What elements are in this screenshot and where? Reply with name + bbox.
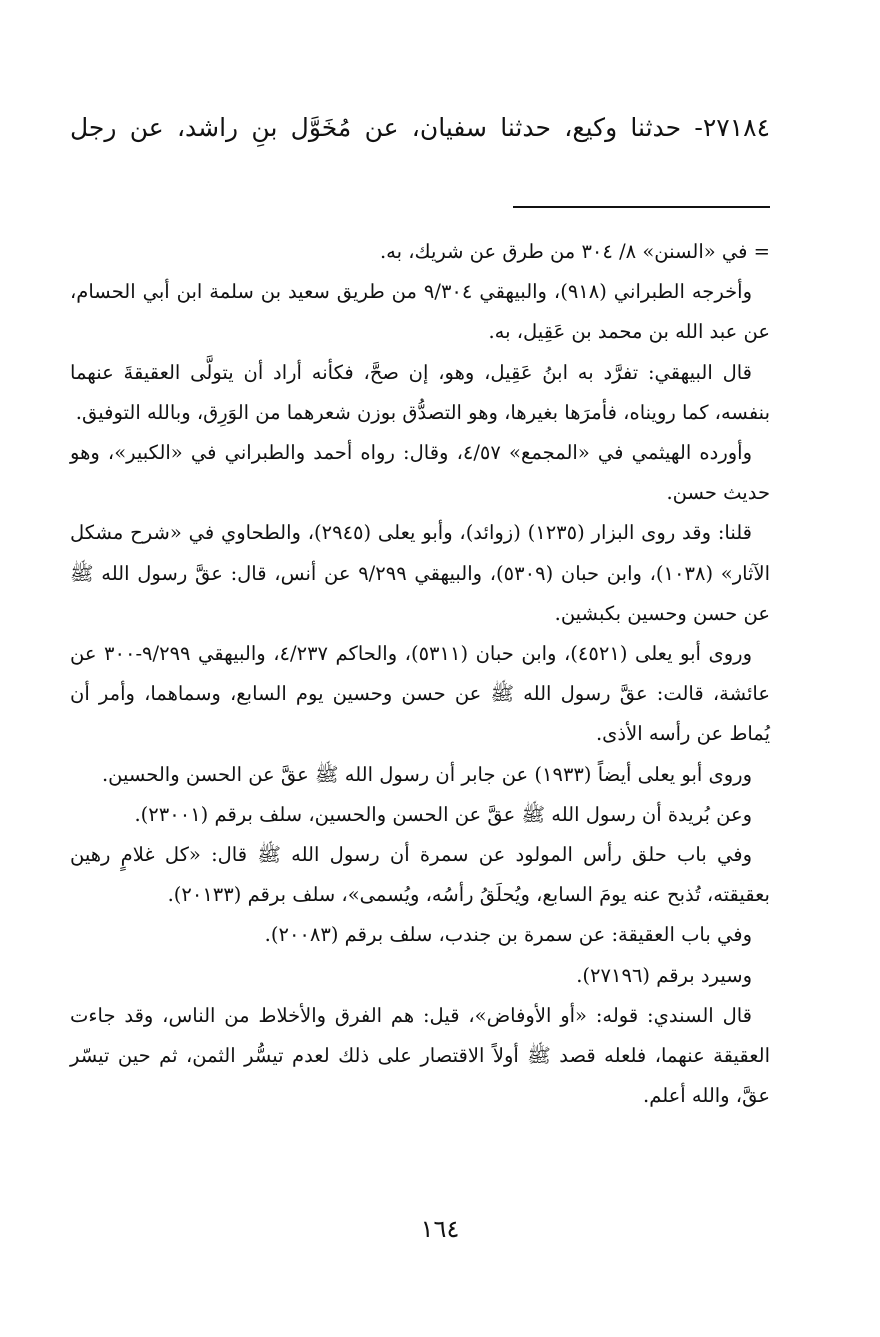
footnotes-section	[70, 232, 770, 1116]
footnote-paragraph: قلنا: وقد روى البزار (١٢٣٥) (زوائد)، وأبو يعلى (٢٩٤٥)، والطحاوي في «شرح مشكل الآثار» (١٠٣٨)، وابن حبان (٥٣٠٩)، والبيهقي ٩/٢٩٩ عن أنس، قال: عقَّ رسول الله ﷺ عن حسن وحسين بكبشين.	[70, 521, 771, 625]
footnote-paragraph: وفي باب العقيقة: عن سمرة بن جندب، سلف برقم (٢٠٠٨٣).	[264, 923, 752, 947]
footnote-paragraph: قال السندي: قوله: «أو الأوفاض»، قيل: هم الفرق والأخلاط من الناس، وقد جاءت العقيقة عنهما، فلعله قصد ﷺ أولاً الاقتصار على ذلك لعدم تيسُّر الثمن، ثم حين تيسّر عقَّ، والله أعلم.	[70, 1003, 770, 1108]
footnote-paragraph: = في «السنن» ٨/ ٣٠٤ من طرق عن شريك، به.	[379, 240, 770, 263]
footnote-paragraph: وروى أبو يعلى (٤٥٢١)، وابن حبان (٥٣١١)، والحاكم ٤/٢٣٧، والبيهقي ٩/٢٩٩-٣٠٠ عن عائشة، قالت: عقَّ رسول الله ﷺ عن حسن وحسين يوم السابع، وسماهما، وأمر أن يُماط عن رأسه الأذى.	[70, 642, 770, 746]
footnote-paragraph: وعن بُريدة أن رسول الله ﷺ عقَّ عن الحسن والحسين، سلف برقم (٢٣٠٠١).	[134, 802, 752, 826]
footnote-paragraph: وروى أبو يعلى أيضاً (١٩٣٣) عن جابر أن رسول الله ﷺ عقَّ عن الحسن والحسين.	[101, 762, 752, 786]
footnote-paragraph: وسيرد برقم (٢٧١٩٦).	[576, 963, 752, 987]
page-number: ١٦٤	[420, 1215, 460, 1243]
footnote-separator	[513, 206, 770, 208]
footnote-paragraph: وأخرجه الطبراني (٩١٨)، والبيهقي ٩/٣٠٤ من طريق سعيد بن سلمة ابن أبي الحسام، عن عبد الله بن محمد بن عَقِيل، به.	[70, 280, 770, 344]
main-hadith-text: ٢٧١٨٤- حدثنا وكيع، حدثنا سفيان، عن مُخَوَّل بنِ راشد، عن رجل	[70, 113, 770, 142]
footnote-paragraph: وفي باب حلق رأس المولود عن سمرة أن رسول الله ﷺ قال: «كل غلامٍ رهين بعقيقته، تُذبح عنه يومَ السابع، ويُحلَقُ رأسُه، ويُسمى»، سلف برقم (٢٠١٣٣).	[70, 843, 770, 907]
footnote-paragraph: وأورده الهيثمي في «المجمع» ٤/٥٧، وقال: رواه أحمد والطبراني في «الكبير»، وهو حديث حسن.	[70, 441, 770, 505]
footnote-paragraph: قال البيهقي: تفرَّد به ابنُ عَقِيل، وهو، إن صحَّ، فكأنه أراد أن يتولَّى العقيقةَ عنهما بنفسه، كما رويناه، فأمرَها بغيرها، وهو التصدُّق بوزن شعرهما من الوَرِق، وبالله التوفيق.	[70, 360, 770, 424]
